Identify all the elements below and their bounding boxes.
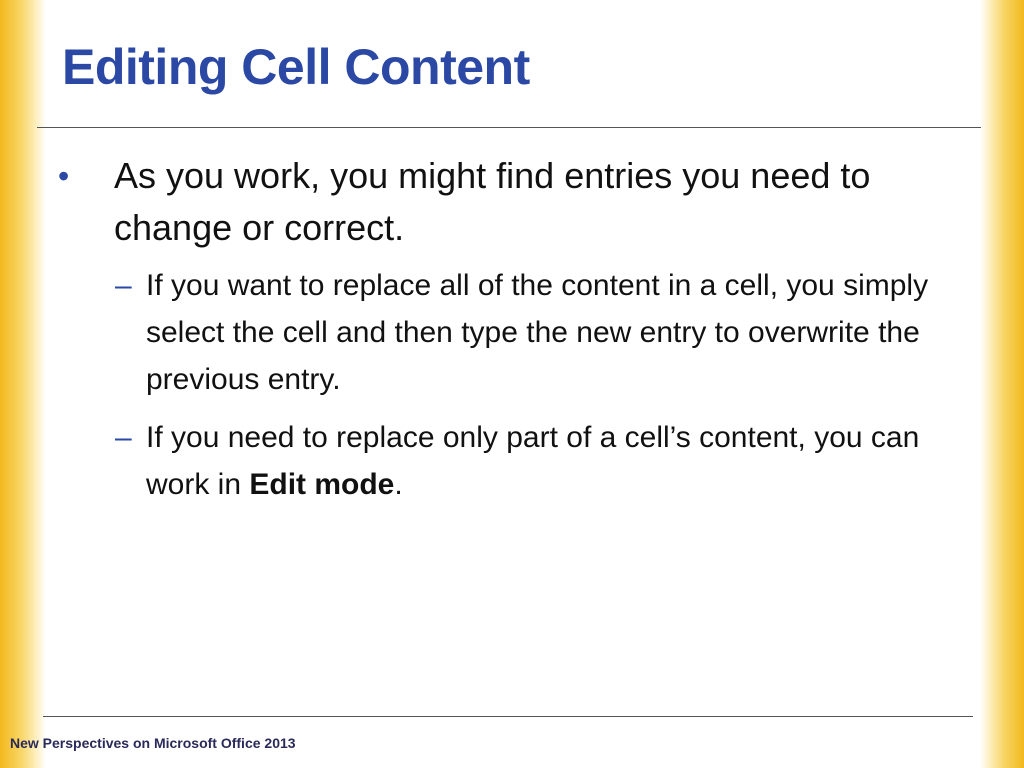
right-gradient-edge: [980, 0, 1024, 768]
sub-bullet-item: [115, 414, 975, 508]
sub-bullet-text-before: If you need to replace only part of a cell’s content, you can work in: [146, 421, 920, 501]
dash-marker: –: [115, 421, 132, 454]
sub-bullet-text-after: .: [394, 468, 403, 501]
footer-text: New Perspectives on Microsoft Office 2013: [10, 735, 296, 751]
sub-bullet-item: [115, 262, 975, 403]
sub-bullet-text: [146, 414, 975, 508]
title-divider: [37, 127, 981, 128]
left-gradient-edge: [0, 0, 46, 768]
bold-term: Edit mode: [249, 468, 395, 501]
bullet-marker: •: [58, 158, 70, 194]
sub-bullet-text: If you want to replace all of the content in a cell, you simply select the cell and then type the new entry to overwrite the previous entry.: [146, 269, 929, 396]
bullet-item: [58, 150, 958, 254]
footer-divider: [43, 716, 973, 717]
dash-marker: –: [115, 269, 132, 302]
bullet-text: As you work, you might find entries you need to change or correct.: [114, 155, 871, 248]
slide-title: Editing Cell Content: [62, 39, 530, 95]
